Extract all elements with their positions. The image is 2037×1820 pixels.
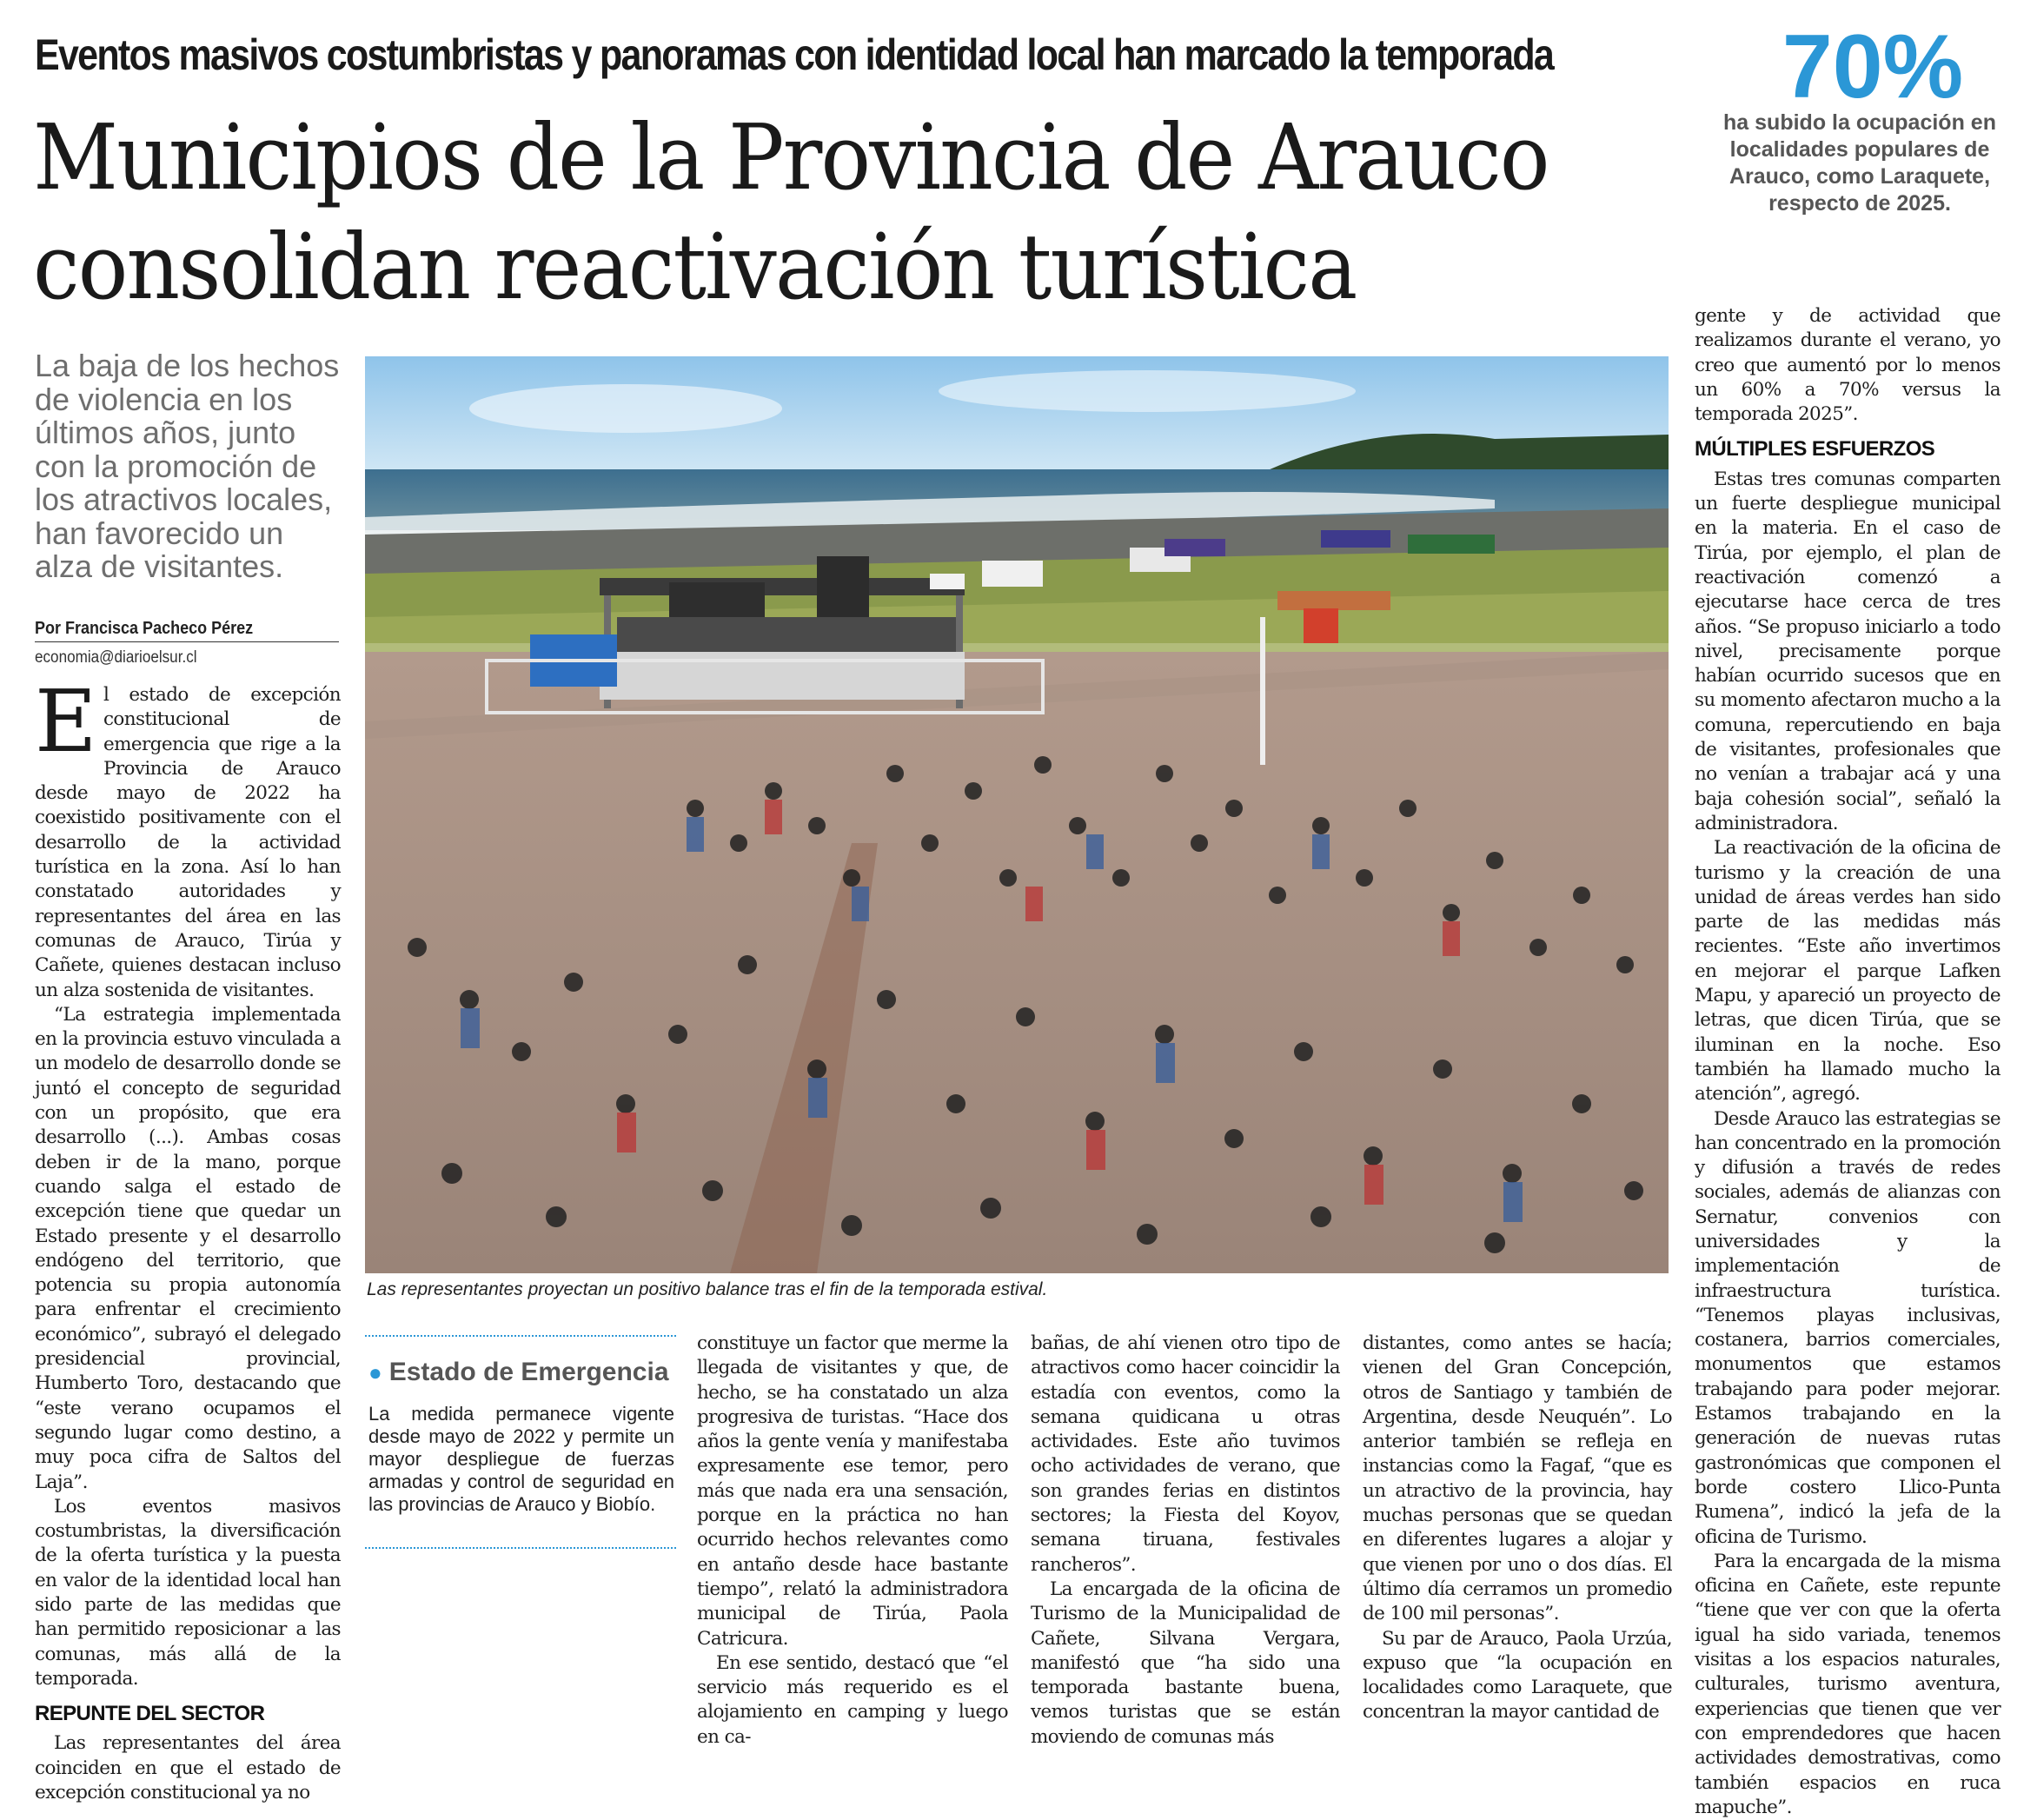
byline-divider: [35, 641, 339, 642]
stat-number: 70%: [1782, 17, 1964, 117]
article-column-4: [1031, 1332, 1340, 1750]
article-paragraph: Su par de Arauco, Paola Urzúa, expuso que “la ocupación en localidades como Laraquete, que concentran la mayor cantidad de: [1363, 1627, 1672, 1724]
article-paragraph: En ese sentido, destacó que “el servicio más requerido es el alojamiento en camping y luego en ca-: [697, 1651, 1008, 1748]
sidebar-title: [368, 1358, 681, 1387]
article-paragraph: [35, 673, 341, 1003]
concert-crowd-image: [365, 356, 1669, 1273]
article-paragraph: distantes, como antes se hacía; vienen del Gran Concepción, otros de Santiago y también de Argentina, desde Neuquén”. Lo anterior también se refleja en instancias como la Fagaf, “que es un atractivo de la provincia, hay muchas personas que se quedan en diferentes lugares a alojar y que vienen por uno o dos días. El último día cerramos un promedio de 100 mil personas”.: [1363, 1332, 1672, 1625]
photo-caption: Las representantes proyectan un positivo balance tras el fin de la temporada estival.: [367, 1279, 1048, 1299]
headline: [33, 103, 1568, 322]
sidebar-top-rule: [365, 1335, 676, 1338]
author-email: economia@diarioelsur.cl: [35, 648, 197, 667]
stat-text: ha subido la ocupación en localidades populares de Arauco, como Laraquete, respecto de 2025.: [1723, 110, 1996, 216]
bullet-icon: ●: [368, 1359, 382, 1385]
article-paragraph: Las representantes del área coinciden en que el estado de excepción constitucional ya no: [35, 1732, 341, 1804]
article-column-5: [1363, 1332, 1672, 1725]
kicker: Eventos masivos costumbristas y panoramas con identidad local han marcado la temporada: [35, 30, 1554, 79]
article-column-1: [35, 673, 341, 1805]
article-paragraph: Para la encargada de la misma oficina en Cañete, este repunte “tiene que ver con que la oferta igual ha sido variada, tenemos visitas a los espacios naturales, culturales, turismo aventura, experiencias que tienen que ver con emprendedores que hacen actividades demostrativas, como también espacios en ruca mapuche”.: [1695, 1550, 2001, 1818]
article-paragraph: gente y de actividad que realizamos durante el verano, yo creo que aumentó por lo menos un 60% a 70% versus la temporada 2025”.: [1695, 305, 2001, 426]
headline-line-1: Municipios de la Provincia de Arauco: [33, 104, 1549, 210]
section-subhead: REPUNTE DEL SECTOR: [35, 1702, 265, 1726]
lead-paragraph: La baja de los hechos de violencia en los últimos años, junto con la promoción de los atractivos locales, han favorecido un alza de visitantes.: [35, 348, 340, 584]
sidebar-body: La medida permanece vigente desde mayo de 2022 y permite un mayor despliegue de fuerzas armadas y control de seguridad en las provincias de Arauco y Biobío.: [368, 1403, 674, 1515]
article-text: l estado de excepción constitucional de emergencia que rige a la Provincia de Arauco desde mayo de 2022 ha coexistido positivamente con el desarrollo de la actividad turística en la zona. Así lo han constatado autoridades y representantes del área en las comunas de Arauco, Tirúa y Cañete, quienes destacan incluso un alza sostenida de visitantes.: [35, 684, 341, 1001]
article-column-6: [1695, 304, 2001, 1820]
sidebar-title-text: Estado de Emergencia: [388, 1358, 669, 1386]
article-paragraph: Estas tres comunas comparten un fuerte despliegue municipal en la materia. En el caso de Tirúa, por ejemplo, el plan de reactivación comenzó a ejecutarse hace cerca de tres años. “Se propuso iniciarlo a todo nivel, precisamente porque habían ocurrido sucesos que en su momento afectaron mucho a la comuna, repercutiendo en baja de visitantes, profesionales que no venían a trabajar acá y una baja cohesión social”, señaló la administradora.: [1695, 468, 2001, 834]
headline-line-2: consolidan reactivación turística: [33, 214, 1357, 320]
article-paragraph: La reactivación de la oficina de turismo y la creación de una unidad de áreas verdes han sido parte de las medidas más recientes. “Este año invertimos en mejorar el parque Lafken Mapu, y apareció un proyecto de letras, que dicen Tirúa, que se iluminan en la noche. Eso también ha llamado mucho la atención”, agregó.: [1695, 837, 2001, 1106]
sidebar-bottom-rule: [365, 1547, 676, 1551]
drop-cap: E: [35, 673, 96, 772]
section-subhead: MÚLTIPLES ESFUERZOS: [1695, 437, 1935, 462]
article-paragraph: Desde Arauco las estrategias se han concentrado en la promoción y difusión a través de redes sociales, además de alianzas con Sernatur, convenios con universidades y la implementación de infraestructura turística. “Tenemos playas inclusivas, costanera, barrios comerciales, monumentos que estamos trabajando para poder mejorar. Estamos trabajando en la generación de nuevas rutas gastronómicas que componen el borde costero Llico-Punta Rumena”, indicó la jefa de la oficina de Turismo.: [1695, 1107, 2001, 1548]
article-paragraph: constituye un factor que merme la llegada de visitantes y que, de hecho, se ha constatado un alza progresiva de turistas. “Hace dos años la gente venía y manifestaba expresamente ese temor, pero más que nada era una sensación, porque en la práctica no han ocurrido hechos relevantes como en antaño desde hace bastante tiempo”, relató la administradora municipal de Tirúa, Paola Catricura.: [697, 1332, 1008, 1650]
article-paragraph: La encargada de la oficina de Turismo de la Municipalidad de Cañete, Silvana Vergara, manifestó que “ha sido una temporada bastante buena, vemos turistas que se están moviendo de comunas más: [1031, 1578, 1340, 1748]
article-paragraph: “La estrategia implementada en la provincia estuvo vinculada a un modelo de desarrollo donde se juntó el concepto de seguridad con un propósito, que era desarrollo (...). Ambas cosas deben ir de la mano, porque cuando salga el estado de excepción tiene que quedar un Estado presente y el desarrollo endógeno del territorio, que potencia su propia autonomía para enfrentar el crecimiento económico”, subrayó el delegado presidencial provincial, Humberto Toro, destacando que “este verano ocupamos el segundo lugar como destino, a muy poca cifra de Saltos del Laja”.: [35, 1003, 341, 1493]
article-paragraph: Los eventos masivos costumbristas, la diversificación de la oferta turística y la puesta en valor de la identidad local han sido parte de las medidas que han permitido reposicionar a las comunas, más allá de la temporada.: [35, 1495, 341, 1690]
article-paragraph: bañas, de ahí vienen otro tipo de atractivos como hacer coincidir la estadía con eventos, como la semana quidicana u otras actividades. Este año tuvimos ocho actividades de verano, que son grandes ferias en distintos sectores; la Fiesta del Koyov, semana tiruana, festivales rancheros”.: [1031, 1332, 1340, 1576]
news-photo: [365, 356, 1669, 1273]
byline: Por Francisca Pacheco Pérez: [35, 619, 254, 638]
article-column-3: [697, 1332, 1008, 1750]
